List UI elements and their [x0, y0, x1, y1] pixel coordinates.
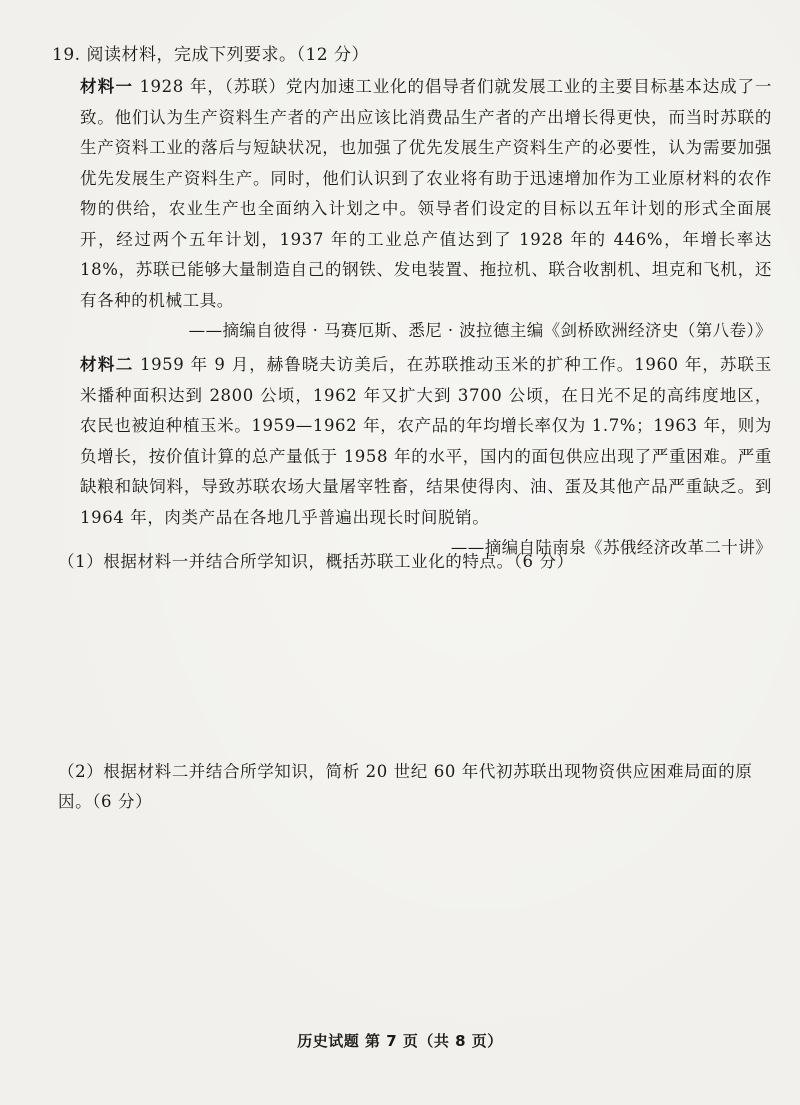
- question-block: [52, 40, 772, 567]
- answer-space-1: [58, 585, 758, 745]
- material-2: [80, 350, 772, 533]
- answer-space-2: [58, 820, 758, 980]
- material-2-label: 材料二: [80, 355, 134, 374]
- material-1-text: 1928 年，（苏联）党内加速工业化的倡导者们就发展工业的主要目标基本达成了一致。他们认为生产资料生产者的产出应该比消费品生产者的产出增长得更快，而当时苏联的生产资料工业的落后与短缺状况，也加强了优先发展生产资料生产的必要性，认为需要加强优先发展生产资料生产。同时，他们认识到了农业将有助于迅速增加作为工业原材料的农作物的供给，农业生产也全面纳入计划之中。领导者们设定的目标以五年计划的形式全面展开，经过两个五年计划，1937 年的工业总产值达到了 1928 年的 446%，年增长率达 18%，苏联已能够大量制造自己的钢铁、发电装置、拖拉机、联合收割机、坦克和飞机，还有各种的机械工具。: [80, 77, 772, 310]
- material-1-source: ——摘编自彼得 · 马赛厄斯、悉尼 · 波拉德主编《剑桥欧洲经济史（第八卷）》: [188, 321, 772, 340]
- question-header: 19. 阅读材料，完成下列要求。（12 分）: [52, 45, 369, 65]
- material-1-label: 材料一: [80, 77, 134, 96]
- material-2-source: ——摘编自陆南泉《苏俄经济改革二十讲》: [450, 538, 772, 557]
- material-2-text: 1959 年 9 月，赫鲁晓夫访美后，在苏联推动玉米的扩种工作。1960 年，苏联玉米播种面积达到 2800 公顷，1962 年又扩大到 3700 公顷，在日光不足的高纬度地区，农民也被迫种植玉米。1959—1962 年，农产品的年均增长率仅为 1.7%；1963 年，则为负增长，按价值计算的总产量低于 1958 年的水平，国内的面包供应出现了严重困难。严重缺粮和缺饲料，导致苏联农场大量屠宰牲畜，结果使得肉、油、蛋及其他产品严重缺乏。到 1964 年，肉类产品在各地几乎普遍出现长时间脱销。: [80, 355, 772, 527]
- material-1: [80, 72, 772, 316]
- sub-question-1: （1）根据材料一并结合所学知识，概括苏联工业化的特点。（6 分）: [58, 552, 574, 571]
- page-footer: 历史试题 第 7 页（共 8 页）: [297, 1032, 503, 1050]
- sub-question-2: （2）根据材料二并结合所学知识，简析 20 世纪 60 年代初苏联出现物资供应困难局面的原因。（6 分）: [58, 762, 753, 811]
